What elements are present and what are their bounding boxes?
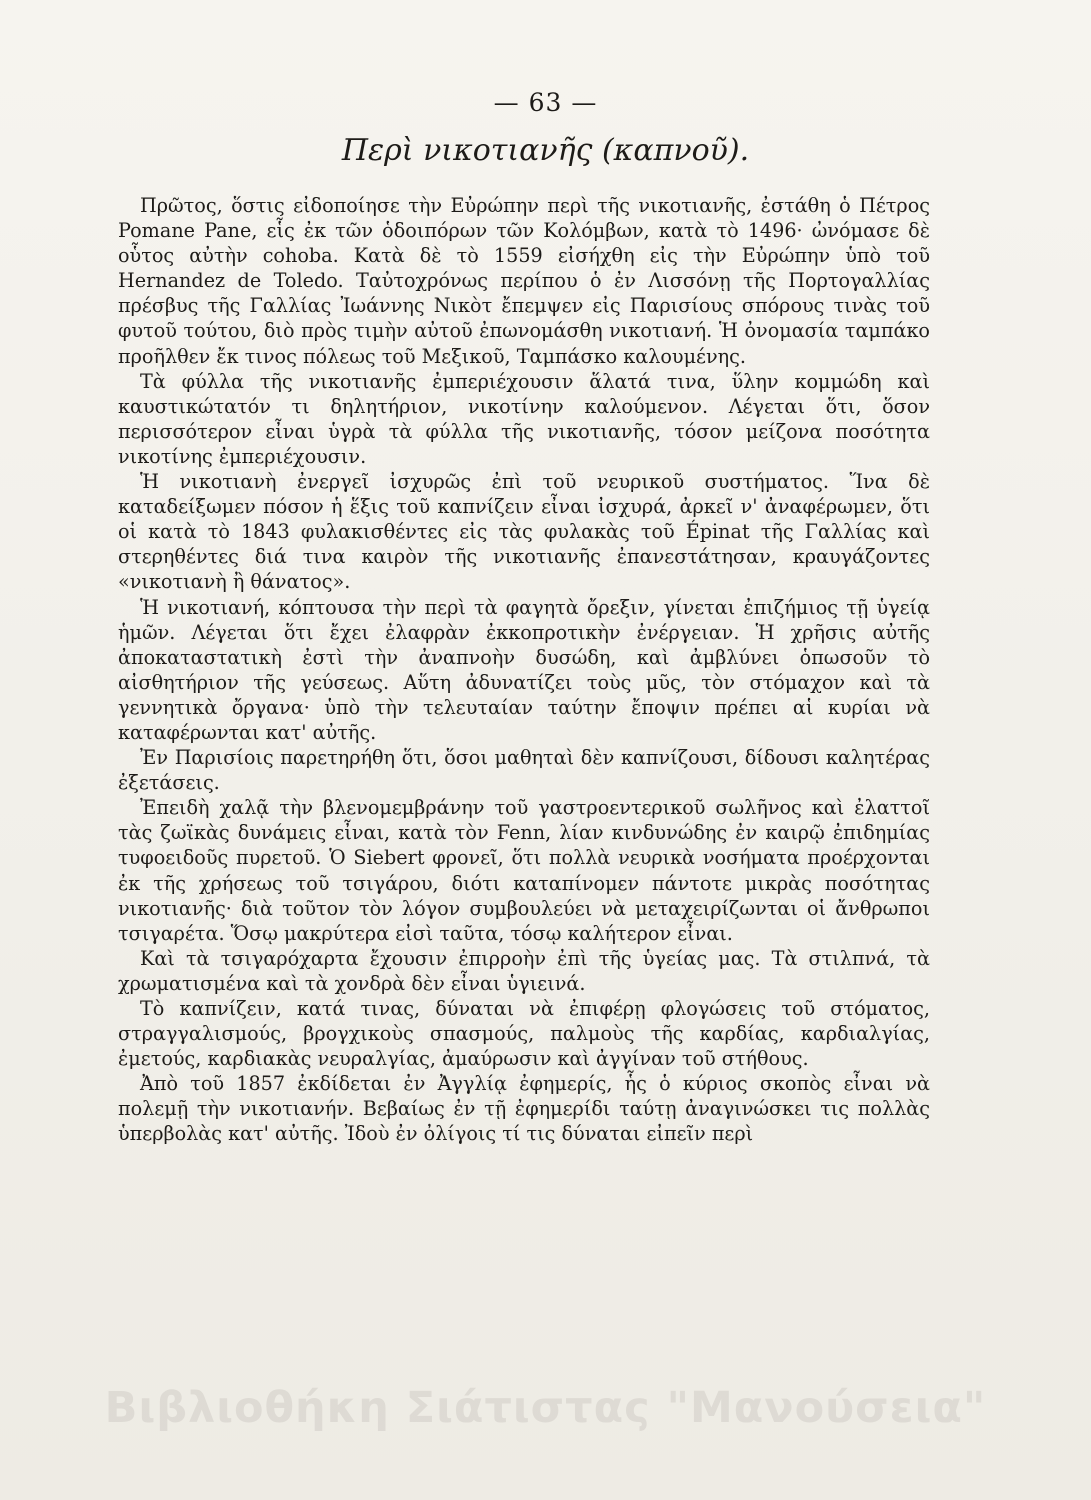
page-title: Περὶ νικοτιανῆς (καπνοῦ).	[341, 133, 750, 168]
body-text	[118, 193, 930, 1147]
paragraph: Τὰ φύλλα τῆς νικοτιανῆς ἐμπεριέχουσιν ἅλατά τινα, ὕλην κομμώδη καὶ καυστικώτατόν τι δηλητήριον, νικοτίνην καλούμενον. Λέγεται ὅτι, ὅσον περισσότερον εἶναι ὑγρὰ τὰ φύλλα τῆς νικοτιανῆς, τόσον μείζονα ποσότητα νικοτίνης ἐμπεριέχουσιν.	[118, 369, 930, 468]
paragraph: Ἡ νικοτιανὴ ἐνεργεῖ ἰσχυρῶς ἐπὶ τοῦ νευρικοῦ συστήματος. Ἵνα δὲ καταδείξωμεν πόσον ἡ ἕξις τοῦ καπνίζειν εἶναι ἰσχυρά, ἀρκεῖ ν' ἀναφέρωμεν, ὅτι οἱ κατὰ τὸ 1843 φυλακισθέντες εἰς τὰς φυλακὰς τοῦ Épinat τῆς Γαλλίας καὶ στερηθέντες διά τινα καιρὸν τῆς νικοτιανῆς ἐπανεστάτησαν, κραυγάζοντες «νικοτιανὴ ἢ θάνατος».	[118, 470, 930, 594]
library-watermark: Βιβλιοθήκη Σιάτιστας "Μανούσεια"	[104, 1383, 987, 1433]
page-number: — 63 —	[493, 88, 598, 117]
paragraph: Τὸ καπνίζειν, κατά τινας, δύναται νὰ ἐπιφέρῃ φλογώσεις τοῦ στόματος, στραγγαλισμούς, βρογχικοὺς σπασμούς, παλμοὺς τῆς καρδίας, καρδιαλγίας, ἐμετούς, καρδιακὰς νευραλγίας, ἀμαύρωσιν καὶ ἀγγίναν τοῦ στήθους.	[118, 997, 930, 1071]
paragraph: Πρῶτος, ὅστις εἰδοποίησε τὴν Εὐρώπην περὶ τῆς νικοτιανῆς, ἐστάθη ὁ Πέτρος Pomane Pane, εἷς ἐκ τῶν ὁδοιπόρων τῶν Κολόμβων, κατὰ τὸ 1496· ὠνόμασε δὲ οὗτος αὐτὴν cohoba. Κατὰ δὲ τὸ 1559 εἰσήχθη εἰς τὴν Εὐρώπην ὑπὸ τοῦ Hernandez de Toledo. Ταὐτοχρόνως περίπου ὁ ἐν Λισσόνῃ τῆς Πορτογαλλίας πρέσβυς τῆς Γαλλίας Ἰωάννης Νικὸτ ἔπεμψεν εἰς Παρισίους σπόρους τινὰς τοῦ φυτοῦ τούτου, διὸ πρὸς τιμὴν αὐτοῦ ἐπωνομάσθη νικοτιανή. Ἡ ὀνομασία ταμπάκο προῆλθεν ἔκ τινος πόλεως τοῦ Μεξικοῦ, Ταμπάσκο καλουμένης.	[118, 194, 930, 368]
paragraph: Ἐπειδὴ χαλᾷ τὴν βλενομεμβράνην τοῦ γαστροεντερικοῦ σωλῆνος καὶ ἐλαττοῖ τὰς ζωϊκὰς δυνάμεις εἶναι, κατὰ τὸν Fenn, λίαν κινδυνώδης ἐν καιρῷ ἐπιδημίας τυφοειδοῦς πυρετοῦ. Ὁ Siebert φρονεῖ, ὅτι πολλὰ νευρικὰ νοσήματα προέρχονται ἐκ τῆς χρήσεως τοῦ τσιγάρου, διότι καταπίνομεν πάντοτε μικρὰς ποσότητας νικοτιανῆς· διὰ τοῦτον τὸν λόγον συμβουλεύει νὰ μεταχειρίζωνται οἱ ἄνθρωποι τσιγαρέτα. Ὅσῳ μακρύτερα εἰσὶ ταῦτα, τόσῳ καλήτερον εἶναι.	[118, 796, 930, 945]
paragraph: Καὶ τὰ τσιγαρόχαρτα ἔχουσιν ἐπιρροὴν ἐπὶ τῆς ὑγείας μας. Τὰ στιλπνά, τὰ χρωματισμένα καὶ τὰ χονδρὰ δὲν εἶναι ὑγιεινά.	[118, 946, 930, 995]
paragraph: Ἐν Παρισίοις παρετηρήθη ὅτι, ὅσοι μαθηταὶ δὲν καπνίζουσι, δίδουσι καλητέρας ἐξετάσεις.	[118, 746, 930, 795]
paragraph: Ἡ νικοτιανή, κόπτουσα τὴν περὶ τὰ φαγητὰ ὄρεξιν, γίνεται ἐπιζήμιος τῇ ὑγείᾳ ἡμῶν. Λέγεται ὅτι ἔχει ἐλαφρὰν ἐκκοπροτικὴν ἐνέργειαν. Ἡ χρῆσις αὐτῆς ἀποκαταστατικὴ ἐστὶ τὴν ἀναπνοὴν δυσώδη, καὶ ἀμβλύνει ὁπωσοῦν τὸ αἰσθητήριον τῆς γεύσεως. Αὕτη ἀδυνατίζει τοὺς μῦς, τὸν στόμαχον καὶ τὰ γεννητικὰ ὄργανα· ὑπὸ τὴν τελευταίαν ταύτην ἔποψιν πρέπει αἱ κυρίαι νὰ καταφέρωνται κατ' αὐτῆς.	[118, 595, 930, 744]
paragraph: Ἀπὸ τοῦ 1857 ἐκδίδεται ἐν Ἀγγλίᾳ ἐφημερίς, ἧς ὁ κύριος σκοπὸς εἶναι νὰ πολεμῇ τὴν νικοτιανήν. Βεβαίως ἐν τῇ ἐφημερίδι ταύτῃ ἀναγινώσκει τις πολλὰς ὑπερβολὰς κατ' αὐτῆς. Ἰδοὺ ἐν ὀλίγοις τί τις δύναται εἰπεῖν περὶ	[118, 1072, 930, 1146]
